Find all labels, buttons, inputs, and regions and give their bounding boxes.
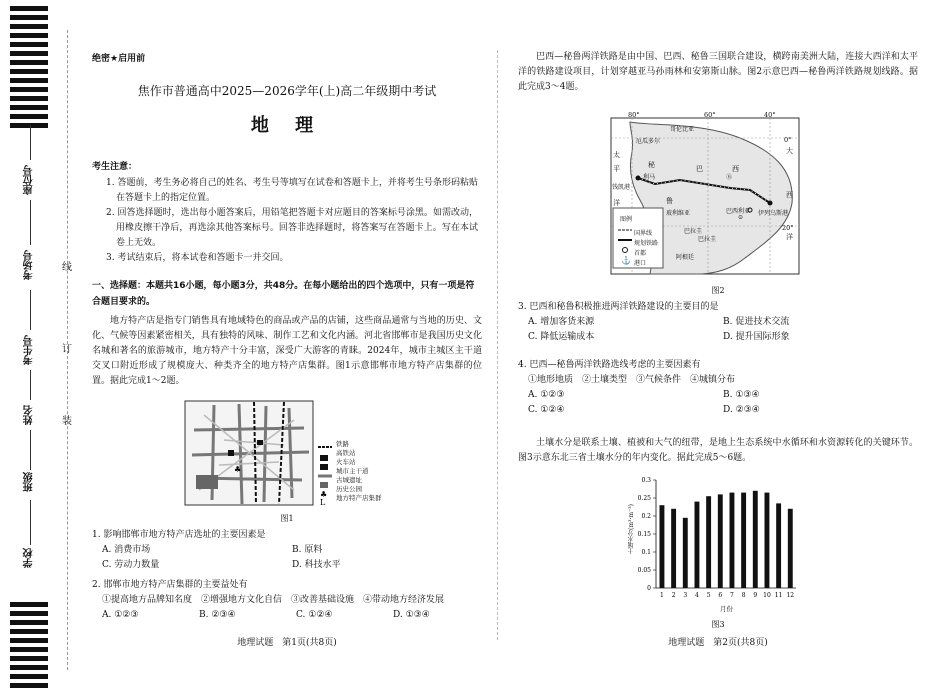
soil-moisture-chart (628, 474, 808, 614)
binding-label-room: 考场号 (24, 250, 35, 280)
bar (718, 494, 723, 588)
bar (788, 509, 793, 588)
options-row (92, 558, 482, 573)
x-tick-label: 3 (683, 592, 688, 599)
lat-label: 20° (782, 224, 794, 232)
figure-1-legend (336, 440, 382, 503)
y-tick-label: 0.1 (641, 549, 651, 556)
binding-stripe (10, 665, 48, 670)
legend-item: 城市主干道 (336, 467, 369, 475)
option-c[interactable]: C. ①②④ (295, 610, 333, 620)
figure-2 (610, 108, 800, 276)
option-c[interactable]: C. 劳动力数量 (102, 560, 160, 570)
option-b[interactable]: B. ①③④ (723, 390, 760, 400)
map-label: 巴拉圭 (698, 236, 717, 243)
legend-item: 铁路 (336, 440, 349, 448)
svg-text:L: L (320, 498, 326, 506)
legend-item: 首都 (634, 250, 647, 257)
field-line (30, 500, 31, 545)
notice-title: 考生注意： (92, 162, 138, 172)
secret-label: 绝密★启用前 (92, 54, 146, 64)
legend-item: 地方特产店集群 (336, 494, 382, 502)
question-1 (92, 528, 482, 573)
map-label: 大 (786, 147, 793, 155)
binding-label-name: 姓名 (24, 405, 35, 425)
binding-stripe (10, 51, 48, 56)
binding-stripe (10, 78, 48, 83)
map-label: 巴西利亚 (726, 208, 751, 215)
map-label: 钱凯港 (612, 184, 631, 191)
question-2-items: ①提高地方品牌知名度 ②增强地方文化自信 ③改善基础设施 ④带动地方经济发展 (102, 595, 445, 605)
option-a[interactable]: A. 消费市场 (102, 545, 151, 555)
options-row (92, 608, 482, 623)
x-tick-label: 12 (786, 592, 795, 599)
x-tick-label: 7 (730, 592, 734, 599)
figure-3-caption: 图3 (711, 620, 725, 629)
x-tick-label: 2 (671, 592, 676, 599)
legend-item: 规划铁路 (634, 240, 659, 247)
lon-label: 80° (628, 111, 640, 119)
binding-stripe (10, 602, 48, 607)
bar (706, 496, 711, 588)
map-label: 玻利维亚 (666, 210, 691, 217)
legend-item: 历史公园 (336, 485, 362, 493)
option-a[interactable]: A. 增加客货来源 (528, 317, 595, 327)
map-label: 阿根廷 (676, 254, 695, 261)
y-tick-label: 0.2 (641, 513, 651, 520)
figure-2-caption: 图2 (711, 286, 725, 295)
binding-stripe (10, 611, 48, 616)
bar (753, 491, 758, 588)
option-c[interactable]: C. 降低运输成本 (528, 332, 595, 342)
notice-item: 3. 考试结束后，将本试卷和答题卡一并交回。 (106, 253, 289, 263)
x-tick-label: 8 (741, 592, 746, 599)
y-tick-label: 0.25 (637, 495, 651, 502)
figure-1-caption: 图1 (280, 514, 294, 523)
page-1 (92, 0, 482, 688)
question-4-items: ①地形地质 ②土壤类型 ③气候条件 ④城镇分布 (528, 375, 736, 385)
option-a[interactable]: A. ①②③ (528, 390, 565, 400)
bar (660, 505, 665, 588)
figure-1 (184, 400, 410, 506)
binding-stripe (10, 629, 48, 634)
option-d[interactable]: D. 科技水平 (292, 560, 341, 570)
legend-item: 国界线 (634, 230, 653, 237)
question-4 (518, 358, 918, 418)
field-line (30, 370, 31, 400)
page-2 (518, 0, 918, 688)
section-heading: 一、选择题：本题共16小题，每小题3分，共48分。在每小题给出的四个选项中，只有一项是符合题目要求的。 (92, 281, 475, 307)
binding-stripe (10, 647, 48, 652)
map-label: 太 (613, 151, 620, 159)
binding-stripe (10, 620, 48, 625)
x-tick-label: 1 (660, 592, 664, 599)
seal-char-bind: 订 (62, 344, 72, 355)
x-tick-label: 5 (706, 592, 711, 599)
map-label: 洋 (613, 199, 620, 207)
bar (776, 503, 781, 588)
chart-ylabel: 土壤水分(m³·m⁻³) (628, 504, 635, 554)
question-4-stem: 4. 巴西—秘鲁两洋铁路选线考虑的主要因素有 (518, 360, 701, 370)
binding-stripe (10, 60, 48, 65)
binding-stripe (10, 105, 48, 110)
notice-item: 2. 回答选择题时，选出每小题答案后，用铅笔把答题卡对应题目的答案标号涂黑。如需改动，用橡皮擦干净后，再选涂其他答案标号。回答非选择题时，将答案写在答题卡上。写在本试卷上无效。 (106, 208, 478, 248)
option-c[interactable]: C. ①②④ (528, 405, 565, 415)
map-label: 利马 (643, 174, 656, 181)
field-line (30, 125, 31, 160)
subject-title: 地 理 (250, 115, 324, 136)
bar (741, 493, 746, 588)
svg-text:♣: ♣ (234, 465, 242, 474)
map-label: 洋 (786, 233, 793, 241)
option-b[interactable]: B. 原料 (292, 545, 323, 555)
figure-3 (628, 474, 808, 614)
exam-title: 焦作市普通高中2025—2026学年(上)高二年级期中考试 (137, 84, 437, 98)
bar (730, 493, 735, 588)
chart-xlabel: 月份 (720, 605, 733, 613)
option-d[interactable]: D. ①③④ (392, 610, 430, 620)
map-label: 巴 (696, 165, 703, 173)
x-tick-label: 11 (774, 592, 783, 599)
question-3 (518, 300, 918, 345)
field-line (30, 200, 31, 245)
binding-stripe (10, 42, 48, 47)
lon-label: 40° (764, 111, 776, 119)
svg-text:♣: ♣ (320, 490, 328, 499)
binding-stripe (10, 123, 48, 128)
notice-list (106, 176, 478, 266)
x-tick-label: 6 (718, 592, 723, 599)
binding-stripe (10, 114, 48, 119)
map-label: 平 (613, 165, 620, 173)
question-3-stem: 3. 巴西和秘鲁积极推进两洋铁路建设的主要目的是 (518, 302, 719, 312)
legend-item: 古城遗址 (336, 476, 362, 484)
passage-1: 地方特产店是指专门销售具有地域特色的商品或产品的店铺，这些商品通常与当地的历史、文化、气候等因素紧密相关，具有独特的风味、制作工艺和文化内涵。河北省邯郸市是我国历史文化名城和著名的旅游城市，地方特产十分丰富，深受广大游客的青睐。2024年，城市主城区主干道交叉口附近形成了规模庞大、种类齐全的地方特产店集群。图1示意邯郸市地方特产店集群的位置。据此完成1～2题。 (92, 316, 482, 386)
map-label: ⊙ (738, 214, 744, 221)
cut-line (67, 30, 69, 670)
map-label: Ⓑ (726, 174, 733, 181)
binding-stripe (10, 87, 48, 92)
option-b[interactable]: B. ②③④ (198, 610, 236, 620)
binding-label-school: 学校 (24, 548, 35, 568)
passage-3: 土壤水分是联系土壤、植被和大气的纽带，是地上生态系统中水循环和水资源转化的关键环节。图3示意东北三省土壤水分的年内变化。据此完成5～6题。 (518, 438, 918, 463)
map-label: 厄瓜多尔 (636, 138, 661, 145)
page-1-footer: 地理试题 第1页(共8页) (237, 638, 337, 648)
legend-item: 火车站 (336, 458, 356, 466)
notice-item: 1. 答题前，考生务必将自己的姓名、考生号等填写在试卷和答题卡上，并将考生号条形码粘贴在答题卡上的指定位置。 (106, 178, 478, 203)
bar (765, 493, 770, 588)
svg-text:⚓: ⚓ (621, 256, 631, 265)
binding-stripe (10, 638, 48, 643)
lon-label: 60° (704, 111, 716, 119)
binding-stripe (10, 33, 48, 38)
options-row (518, 315, 918, 330)
x-tick-label: 4 (695, 592, 699, 599)
binding-stripe (10, 674, 48, 679)
binding-stripe (10, 6, 48, 11)
map-label: 西 (732, 165, 739, 173)
legend-item: 港口 (634, 260, 647, 267)
legend-item: 高铁站 (336, 449, 356, 457)
y-tick-label: 0 (647, 585, 651, 592)
bar (683, 518, 688, 588)
bar (671, 509, 676, 588)
map-label: 秘 (648, 161, 655, 169)
binding-label-examinee: 考生号 (24, 335, 35, 365)
field-line (30, 290, 31, 330)
map-label: 伊列乌斯港 (758, 210, 789, 217)
option-a[interactable]: A. ①②③ (102, 610, 139, 620)
page-2-footer: 地理试题 第2页(共8页) (668, 638, 768, 648)
options-row (518, 330, 918, 345)
option-d[interactable]: D. 提升国际形象 (723, 332, 790, 342)
seal-char-mount: 装 (62, 416, 72, 427)
binding-stripe (10, 15, 48, 20)
x-tick-label: 9 (753, 592, 758, 599)
options-row (518, 388, 918, 403)
field-line (30, 430, 31, 470)
binding-stripe (10, 96, 48, 101)
binding-label-seat: 座位号 (24, 165, 35, 195)
y-tick-label: 0.15 (637, 531, 651, 538)
option-b[interactable]: B. 促进技术交流 (723, 317, 790, 327)
map-label: 西 (786, 191, 793, 199)
page-divider (497, 50, 498, 640)
x-tick-label: 10 (763, 592, 771, 599)
seal-char-line: 线 (62, 262, 72, 273)
legend-title: 图例 (620, 216, 633, 223)
option-d[interactable]: D. ②③④ (723, 405, 760, 415)
binding-stripe (10, 683, 48, 688)
map-label: 哥伦比亚 (670, 126, 695, 133)
binding-label-class: 班级 (24, 472, 35, 492)
binding-stripe (10, 24, 48, 29)
binding-stripe (10, 69, 48, 74)
y-tick-label: 0.3 (641, 477, 651, 484)
bar (695, 502, 700, 588)
binding-stripe (10, 656, 48, 661)
map-label: 鲁 (666, 197, 673, 205)
options-row (518, 403, 918, 418)
passage-2: 巴西—秘鲁两洋铁路是由中国、巴西、秘鲁三国联合建设，横跨南美洲大陆，连接大西洋和太平洋的铁路建设项目，计划穿越亚马孙雨林和安第斯山脉。图2示意巴西—秘鲁两洋铁路规划线路。据此完成3～4题。 (518, 52, 918, 92)
y-tick-label: 0.05 (637, 567, 651, 574)
options-row (92, 543, 482, 558)
lat-label: 0° (784, 136, 792, 144)
question-2 (92, 578, 482, 623)
question-2-stem: 2. 邯郸市地方特产店集群的主要益处有 (92, 580, 248, 590)
map-label: 巴拉圭 (684, 228, 703, 235)
question-1-stem: 1. 影响邯郸市地方特产店选址的主要因素是 (92, 530, 266, 540)
